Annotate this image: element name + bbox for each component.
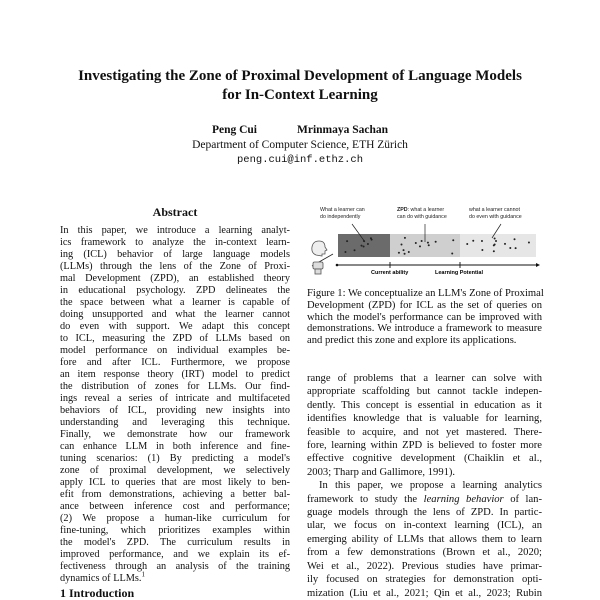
text-line: zone of proximal development, we selectively	[60, 465, 290, 476]
query-dot	[427, 242, 429, 244]
text-line: In this paper, we propose a learning analytics	[319, 480, 542, 492]
author-name: Mrinmaya Sachan	[297, 124, 389, 136]
query-dot	[493, 250, 495, 252]
text-line: mization (Liu et al., 2021; Qin et al., 2023; Rubin	[307, 587, 542, 599]
text-line: range of problems that a learner can solve with	[307, 373, 542, 384]
text-line: Finally, we demonstrate how our framework	[60, 429, 290, 440]
text-line: Wei et al., 2022). Previous studies have primar-	[307, 560, 542, 572]
axis-label-current: Current ability	[371, 270, 409, 276]
query-dot	[371, 239, 373, 241]
affiliation: Department of Computer Science, ETH Zürich	[192, 139, 408, 151]
text-span: learning behavior	[423, 493, 504, 505]
query-dot	[400, 244, 402, 246]
text-line: model performance on individual examples be-	[60, 345, 290, 356]
query-dot	[495, 240, 497, 242]
text-line: ily focused on strategies for demonstration opti-	[307, 574, 542, 586]
text-span: framework to study the	[307, 493, 424, 505]
text-line: appropriate scaffolding but cannot tackle indepen-	[307, 386, 542, 398]
query-dot	[472, 240, 474, 242]
text-line: in educational psychology. ZPD delineates the	[60, 285, 290, 296]
text-line: 2003; Tharp and Gallimore, 1991).	[307, 466, 456, 478]
text-line: guage models through the lens of ZPD. In partic-	[307, 507, 542, 519]
text-line: improved performance, and we explain its ef-	[60, 549, 290, 560]
text-span: of lan-	[503, 493, 542, 505]
text-line	[307, 493, 542, 506]
query-dot	[404, 253, 406, 255]
text-line: In this paper, we introduce a learning analyt-	[60, 225, 290, 236]
text-line: understanding and leveraging this technique.	[60, 417, 290, 428]
text-line: Development (ZPD) for ICL as the set of queries on	[307, 299, 542, 311]
zpd-diagram	[307, 204, 542, 276]
text-line: apply ICL to queries that are most likely to ben-	[60, 477, 290, 488]
text-line: to ICL, measuring the ZPD of LLMs based on	[60, 333, 290, 344]
human-head-icon	[312, 241, 327, 256]
query-dot	[404, 237, 406, 239]
query-dot	[509, 247, 511, 249]
text-line: doing unsupported and what the learner cannot	[60, 309, 290, 320]
query-dot	[481, 249, 483, 251]
text-line: (2) We propose a human-like curriculum for	[60, 513, 290, 524]
intro-body	[307, 372, 542, 600]
label-independent: What a learner can do independently	[320, 207, 365, 220]
query-dot	[415, 242, 417, 244]
query-dot	[514, 238, 516, 240]
text-line: behaviors of ICL, providing new insights into	[60, 405, 290, 416]
title-line: Investigating the Zone of Proximal Development of Language Models	[78, 68, 522, 84]
title-line: for In-Context Learning	[222, 87, 378, 103]
abstract-body	[60, 225, 290, 585]
text-line: the model's ZPD. The curriculum results in	[60, 537, 290, 548]
text-line: and predict this zone and explore its applications.	[307, 335, 517, 347]
text-line: fectiveness through an analysis of the training	[60, 561, 290, 572]
text-line: ance between inference cost and performance;	[60, 501, 290, 512]
text-line: from a few demonstrations (Brown et al., 2020;	[307, 547, 542, 559]
text-line: an item response theory (IRT) model to predict	[60, 369, 290, 380]
query-dot	[451, 252, 453, 254]
figure-1	[307, 204, 542, 276]
text-line: ics framework to analyze the in-context learn-	[60, 237, 290, 248]
query-dot	[354, 249, 356, 251]
query-dot	[403, 249, 405, 251]
text-line: demonstrations. We introduce a framework to measure	[307, 323, 542, 335]
footnote-mark[interactable]: 1	[141, 570, 146, 579]
query-dot	[504, 243, 506, 245]
query-dot	[398, 252, 400, 254]
query-dot	[528, 242, 530, 244]
query-dot	[466, 243, 468, 245]
label-zpd: ZPD: what a learner can do with guidance	[397, 207, 447, 220]
query-dot	[363, 246, 365, 248]
query-dot	[435, 241, 437, 243]
query-dot	[515, 247, 517, 249]
text-line: ular, we focus on in-context learning (ICL), an	[307, 520, 542, 532]
label-cannot: what a learner cannot do even with guidance	[469, 207, 522, 220]
text-line: the space between what a learner is capable of	[60, 297, 290, 308]
text-line: emerging ability of LLMs that allows them to learn	[307, 533, 542, 545]
text-line: ings reveal a series of intricate and multifaceted	[60, 393, 290, 404]
section-heading: 1 Introduction	[60, 586, 135, 600]
query-dot	[408, 251, 410, 253]
text-line: fore and after ICL. Furthermore, we propose	[60, 357, 290, 368]
text-line: (LLMs) through the lens of the Zone of Proxi-	[60, 261, 290, 272]
text-line: fine-tuning, which prioritizes examples within	[60, 525, 290, 536]
text-line: mal Development (ZPD), an established theory	[60, 273, 290, 284]
query-dot	[361, 245, 363, 247]
text-line: the distribution of zones for LLMs. Our find-	[60, 381, 290, 392]
authors	[0, 124, 600, 136]
text-line: tuning scenarios: (1) By predicting a model's	[60, 453, 290, 464]
query-dot	[346, 240, 348, 242]
robot-icon	[313, 262, 323, 274]
author-name: Peng Cui	[211, 124, 257, 136]
axis-label-potential: Learning Potential	[435, 270, 483, 276]
query-dot	[452, 239, 454, 241]
query-dot	[419, 245, 421, 247]
independent-zone	[338, 234, 390, 257]
query-dot	[494, 238, 496, 240]
text-line: do even with support. We adapt this concept	[60, 321, 290, 332]
query-dot	[481, 240, 483, 242]
query-dot	[428, 244, 430, 246]
author-email[interactable]: peng.cui@inf.ethz.ch	[236, 154, 364, 166]
abstract-heading: Abstract	[152, 205, 198, 219]
text-line: dynamics of LLMs.$^1$	[60, 570, 146, 584]
text-line: feasible to acquire, and not yet mastered. There-	[307, 426, 542, 438]
text-line: identifies knowledge that is valuable for learning,	[307, 413, 542, 425]
query-dot	[344, 251, 346, 253]
text-line: dently. This concept is essential in education as it	[307, 399, 542, 411]
text-line: which the model's performance can be improved with	[307, 311, 542, 323]
query-dot	[367, 243, 369, 245]
text-line: efit from demonstrations, achieving a better bal-	[60, 489, 290, 500]
query-dot	[421, 240, 423, 242]
text-line: ing (ICL) behavior of large language models	[60, 249, 290, 260]
unknown-zone	[460, 234, 536, 257]
paper-title	[0, 67, 600, 105]
text-line: Figure 1: We conceptualize an LLM's Zone of Proximal	[307, 288, 544, 299]
text-line: effective cognitive development (Chaiklin et al.,	[307, 453, 542, 465]
text-line: can enhance LLM in both inference and fine-	[60, 441, 290, 452]
text-line: fore, learning within ZPD is believed to foster more	[307, 440, 542, 452]
query-dot	[494, 243, 496, 245]
figure-caption	[307, 288, 542, 347]
